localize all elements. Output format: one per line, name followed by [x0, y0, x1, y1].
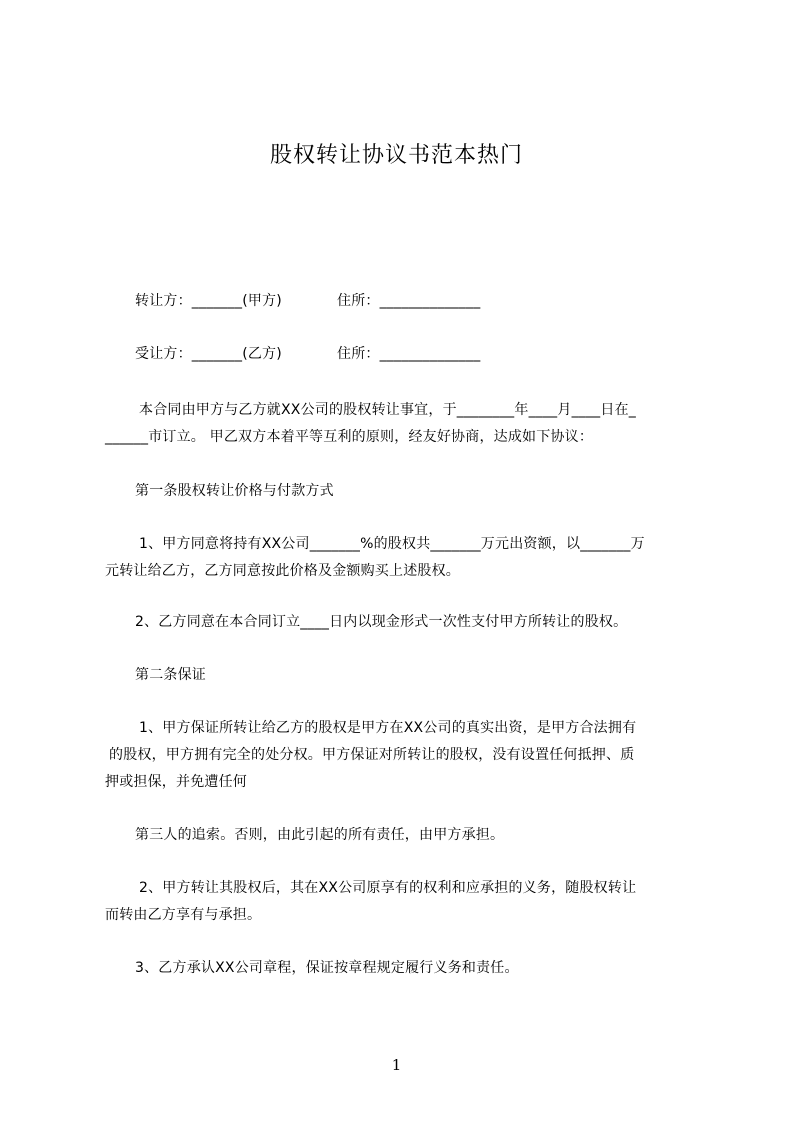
body-paragraph-line: 2、乙方同意在本合同订立____日内以现金形式一次性支付甲方所转让的股权。 — [135, 614, 628, 630]
body-paragraph-line: 第三人的追索。否则，由此引起的所有责任，由甲方承担。 — [135, 827, 505, 843]
body-paragraph-line: 押或担保，并免遭任何 — [105, 774, 247, 790]
transferee-label: 受让方：_______(乙方) — [135, 346, 282, 362]
body-paragraph-line: 2、甲方转让其股权后，其在XX公司原享有的权利和应承担的义务，随股权转让 — [139, 880, 637, 896]
body-paragraph-line: 而转由乙方享有与承担。 — [105, 907, 262, 923]
body-paragraph-line: 1、甲方同意将持有XX公司_______%的股权共_______万元出资额，以_______万 — [139, 536, 645, 552]
section-heading: 第一条股权转让价格与付款方式 — [135, 483, 334, 499]
page-number: 1 — [391, 1056, 402, 1074]
document-title: 股权转让协议书范本热门 — [269, 143, 523, 168]
section-heading: 第二条保证 — [135, 667, 206, 683]
transferor-address: 住所：______________ — [337, 293, 481, 309]
body-paragraph-line: 1、甲方保证所转让给乙方的股权是甲方在XX公司的真实出资，是甲方合法拥有 — [139, 720, 637, 736]
body-paragraph-line: 元转让给乙方，乙方同意按此价格及金额购买上述股权。 — [105, 563, 460, 579]
body-paragraph-line: 3、乙方承认XX公司章程，保证按章程规定履行义务和责任。 — [135, 960, 519, 976]
body-paragraph-line: 的股权，甲方拥有完全的处分权。甲方保证对所转让的股权，没有设置任何抵押、质 — [109, 747, 635, 763]
body-paragraph-line: ______市订立。 甲乙双方本着平等互利的原则，经友好协商，达成如下协议： — [105, 429, 594, 445]
transferee-address: 住所：______________ — [337, 346, 481, 362]
body-paragraph-line: 本合同由甲方与乙方就XX公司的股权转让事宜，于________年____月____日在_ — [139, 402, 636, 418]
transferor-label: 转让方：_______(甲方) — [135, 293, 282, 309]
